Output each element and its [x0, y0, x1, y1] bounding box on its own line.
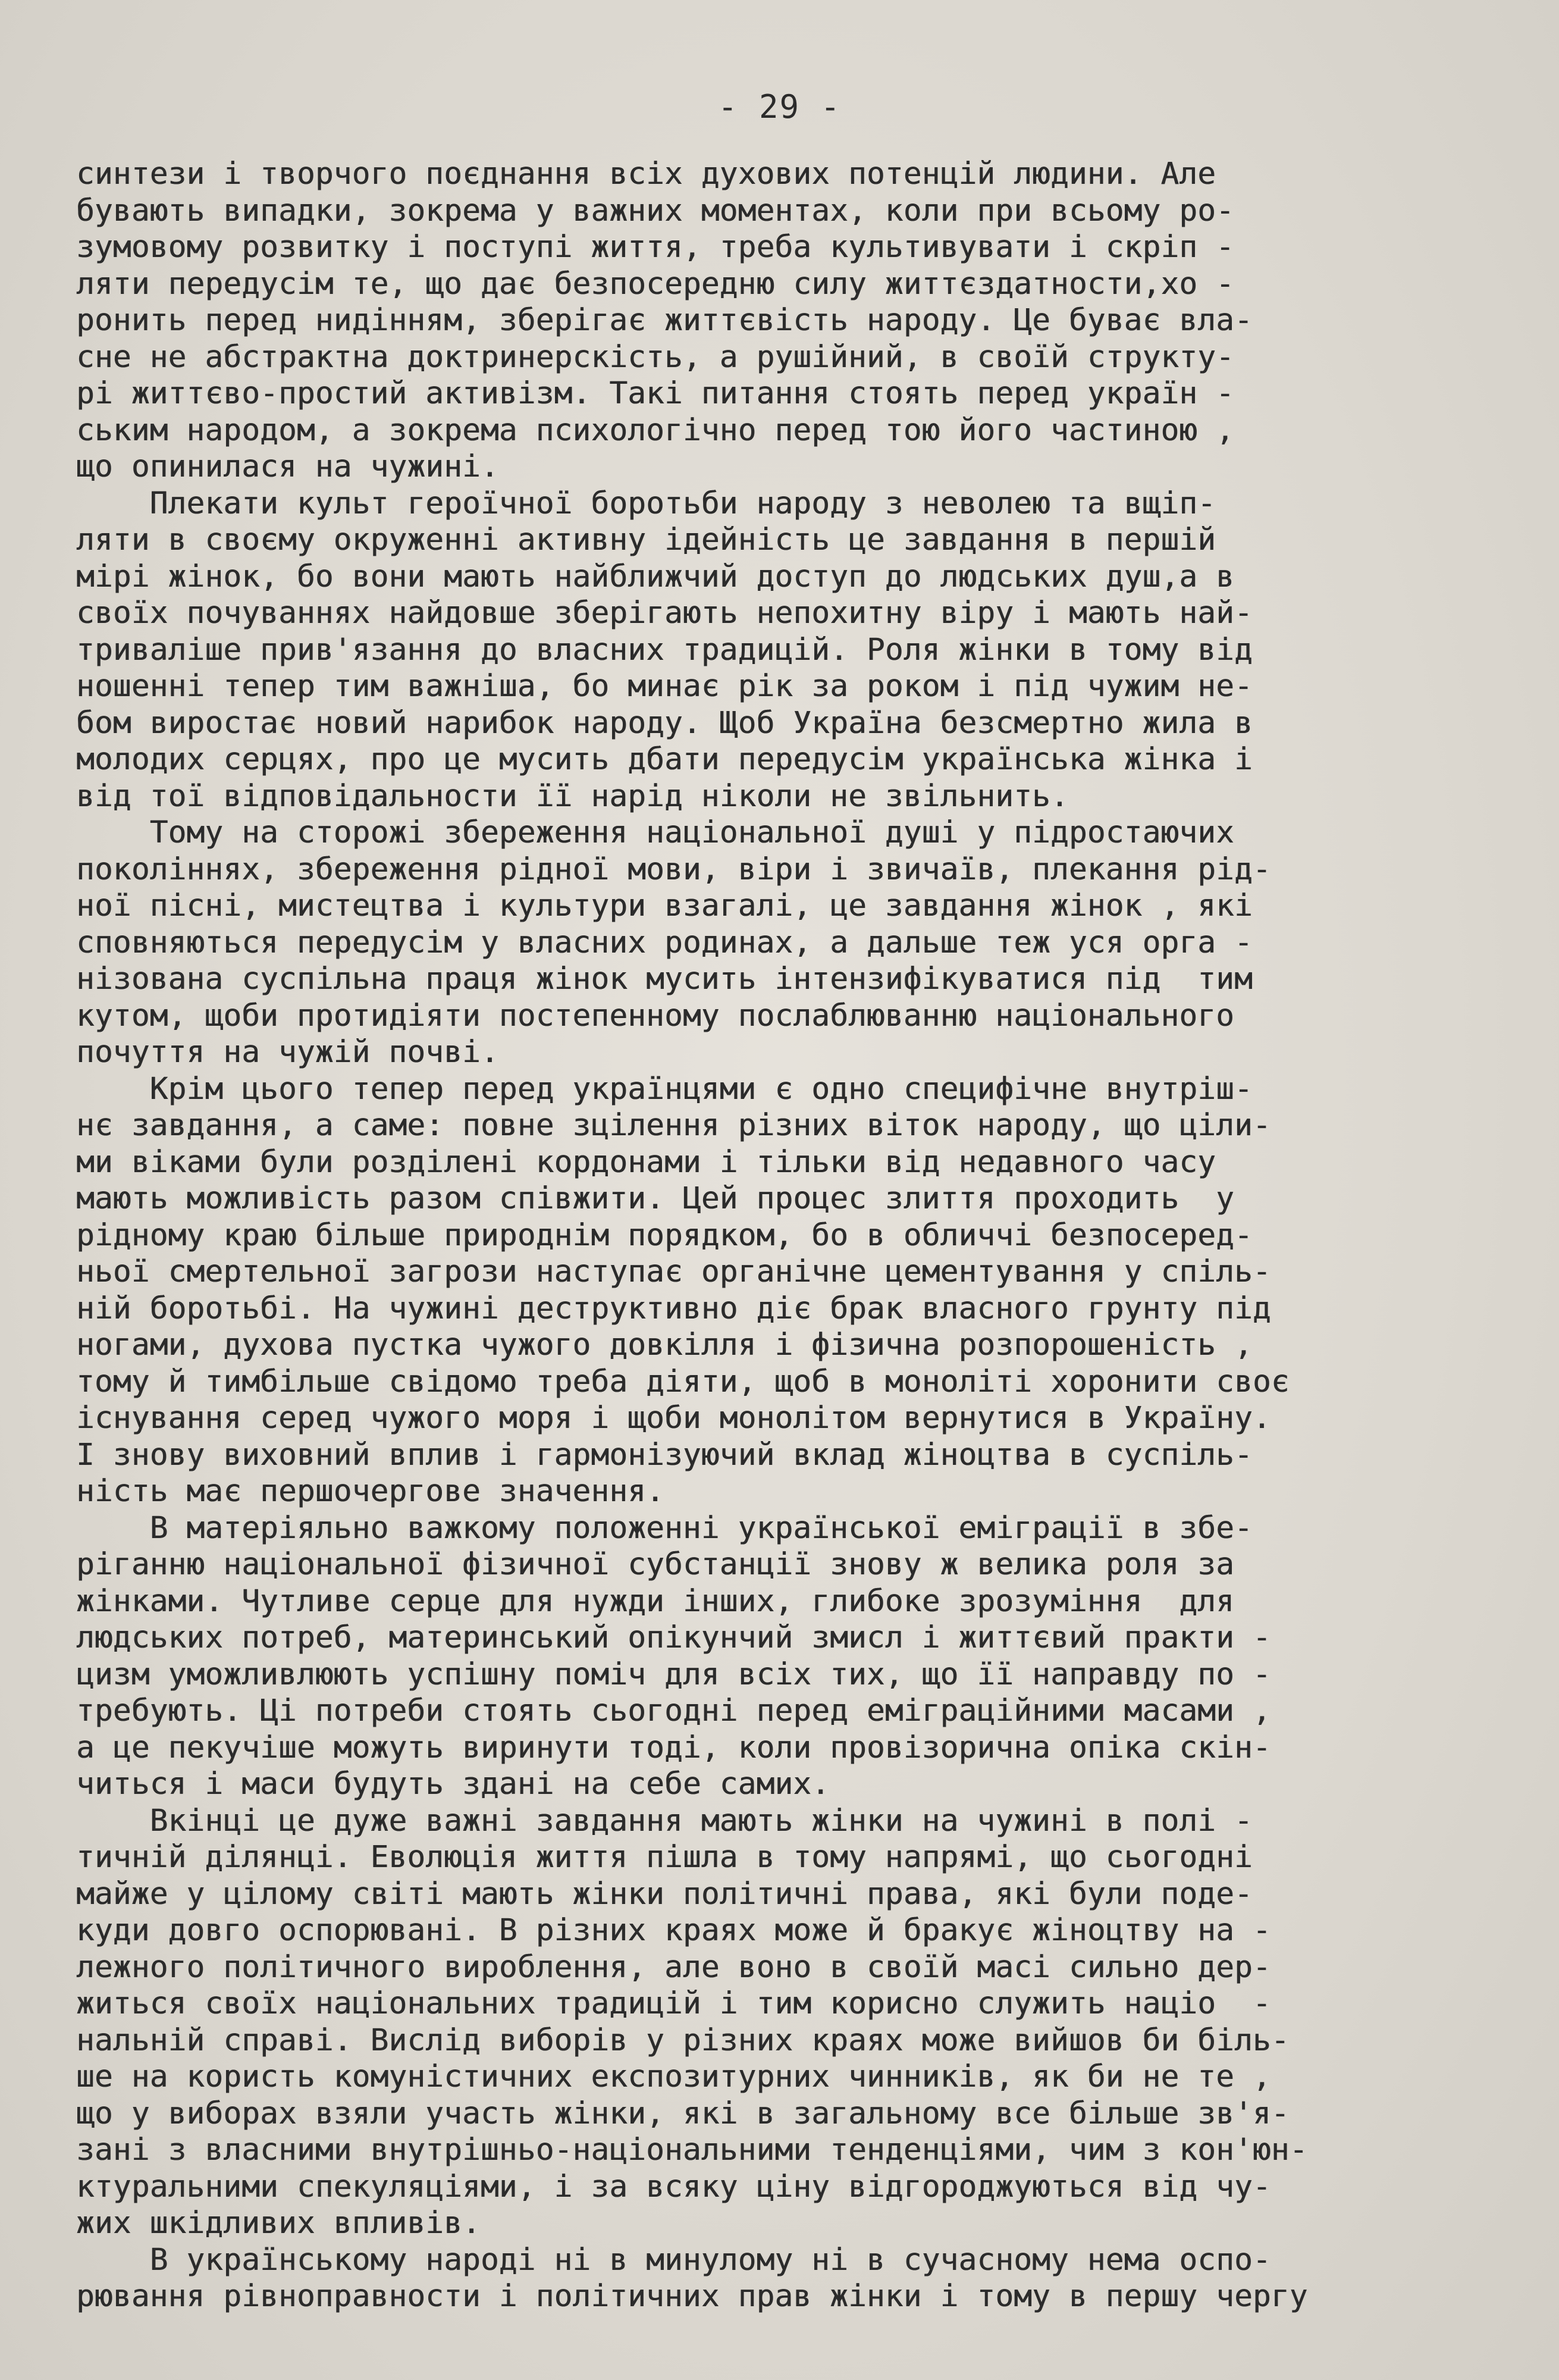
text-line: мають можливість разом співжити. Цей процес злиття проходить у [76, 1181, 1234, 1216]
text-line: Крім цього тепер перед українцями є одно специфічне внутріш- [76, 1071, 1253, 1107]
text-line: нальній справі. Вислід виборів у різних краях може вийшов би біль- [76, 2022, 1290, 2058]
text-line: житься своїх національних традицій і тим корисно служить націо - [76, 1986, 1271, 2021]
text-line: існування серед чужого моря і щоби монолітом вернутися в Україну. [76, 1401, 1271, 1436]
text-line: ляти в своєму окруженні активну ідейність це завдання в першій [76, 522, 1216, 558]
text-line: тичній ділянці. Еволюція життя пішла в тому напрямі, що сьогодні [76, 1840, 1253, 1875]
text-line: людських потреб, материнський опікунчий змисл і життєвий практи - [76, 1620, 1271, 1655]
text-line: нє завдання, а саме: повне зцілення різних віток народу, що ціли- [76, 1108, 1271, 1143]
text-line: рідному краю більше природнім порядком, бо в обличчі безпосеред- [76, 1217, 1253, 1253]
text-line: І знову виховний вплив і гармонізуючий вклад жіноцтва в суспіль- [76, 1437, 1253, 1473]
text-line: триваліше прив'язання до власних традицій. Роля жінки в тому від [76, 632, 1253, 668]
text-line: ше на користь комуністичних експозитурних чинників, як би не те , [76, 2059, 1271, 2094]
text-line: поколіннях, збереження рідної мови, віри і звичаїв, плекання рід- [76, 851, 1271, 887]
text-line: ми віками були розділені кордонами і тільки від недавного часу [76, 1144, 1216, 1180]
text-line: тому й тимбільше свідомо треба діяти, щоб в моноліті хоронити своє [76, 1364, 1290, 1399]
text-line: ріганню національної фізичної субстанції знову ж велика роля за [76, 1547, 1234, 1582]
text-line: куди довго оспорювані. В різних краях може й бракує жіноцтву на - [76, 1913, 1271, 1948]
text-line: цизм уможливлюють успішну поміч для всіх тих, що її направду по - [76, 1656, 1271, 1692]
text-line: В матеріяльно важкому положенні української еміграції в збе- [76, 1510, 1253, 1546]
text-line: нізована суспільна праця жінок мусить інтензифікуватися під тим [76, 962, 1253, 997]
text-line: ронить перед нидінням, зберігає життєвість народу. Це буває вла- [76, 303, 1253, 338]
page-number: - 29 - [717, 88, 842, 126]
text-line: рі життєво-простий активізм. Такі питання стоять перед україн - [76, 376, 1234, 411]
text-line: синтези і творчого поєднання всіх духових потенцій людини. Але [76, 156, 1216, 192]
body-text [76, 156, 1527, 2315]
text-line: ній боротьбі. На чужині деструктивно діє брак власного грунту під [76, 1291, 1271, 1326]
text-line: сповняються передусім у власних родинах, а дальше теж уся орга - [76, 925, 1253, 960]
text-line: ногами, духова пустка чужого довкілля і фізична розпорошеність , [76, 1327, 1253, 1363]
text-line: зані з власними внутрішньо-національними тенденціями, чим з кон'юн- [76, 2132, 1308, 2168]
text-line: ляти передусім те, що дає безпосередню силу життєздатности,хо - [76, 266, 1234, 302]
text-line: молодих серцях, про це мусить дбати передусім українська жінка і [76, 742, 1253, 777]
text-line: кутом, щоби протидіяти постепенному послаблюванню національного [76, 998, 1234, 1034]
text-line: ктуральними спекуляціями, і за всяку ціну відгороджуються від чу- [76, 2169, 1271, 2204]
text-line: своїх почуваннях найдовше зберігають непохитну віру і мають най- [76, 596, 1253, 631]
text-line: ність має першочергове значення. [76, 1474, 664, 1509]
text-line: що у виборах взяли участь жінки, які в загальному все більше зв'я- [76, 2096, 1290, 2131]
text-line: бувають випадки, зокрема у важних моментах, коли при всьому ро- [76, 193, 1234, 228]
text-line: мірі жінок, бо вони мають найближчий доступ до людських душ,а в [76, 559, 1234, 594]
text-line: сне не абстрактна доктринерскість, а рушійний, в своїй структу- [76, 339, 1234, 375]
text-line: майже у цілому світі мають жінки політичні права, які були поде- [76, 1876, 1253, 1912]
text-line: В українському народі ні в минулому ні в сучасному нема оспо- [76, 2242, 1271, 2278]
text-line: ським народом, а зокрема психологічно перед тою його частиною , [76, 412, 1234, 448]
text-line: жих шкідливих впливів. [76, 2206, 481, 2241]
text-line: почуття на чужій почві. [76, 1035, 499, 1070]
text-line: рювання рівноправности і політичних прав жінки і тому в першу чергу [76, 2279, 1308, 2314]
text-line: що опинилася на чужині. [76, 449, 499, 484]
text-line: Тому на сторожі збереження національної душі у підростаючих [76, 815, 1234, 850]
text-line: требують. Ці потреби стоять сьогодні перед еміграційними масами , [76, 1693, 1271, 1728]
text-line: лежного політичного вироблення, але воно в своїй масі сильно дер- [76, 1949, 1271, 1985]
text-line: ношенні тепер тим важніша, бо минає рік за роком і під чужим не- [76, 669, 1253, 704]
text-line: зумовому розвитку і поступі життя, треба культивувати і скріп - [76, 230, 1234, 265]
text-line: читься і маси будуть здані на себе самих. [76, 1767, 830, 1802]
text-line: а це пекучіше можуть виринути тоді, коли провізорична опіка скін- [76, 1730, 1271, 1765]
text-line: ної пісні, мистецтва і культури взагалі, це завдання жінок , які [76, 888, 1253, 923]
text-line: бом виростає новий нарибок народу. Щоб Україна безсмертно жила в [76, 705, 1253, 741]
text-line: ньої смертельної загрози наступає органічне цементування у спіль- [76, 1254, 1271, 1289]
text-line: від тої відповідальности її нарід ніколи не звільнить. [76, 778, 1069, 814]
text-line: Вкінці це дуже важні завдання мають жінки на чужині в полі - [76, 1803, 1253, 1839]
text-line: Плекати культ героїчної боротьби народу з неволею та вщіп- [76, 486, 1216, 521]
text-line: жінками. Чутливе серце для нужди інших, глибоке зрозуміння для [76, 1583, 1234, 1619]
